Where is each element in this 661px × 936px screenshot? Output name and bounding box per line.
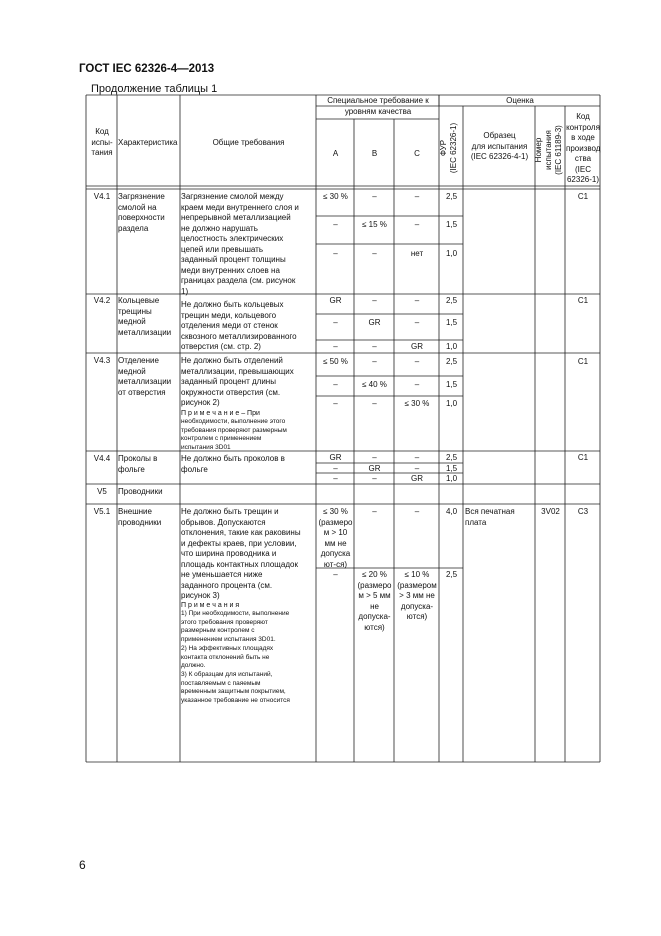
fur-value: 4,0 [445,507,458,516]
level-b-value: – [372,473,377,483]
header-special: Специальное требование к уровням качества [327,96,429,116]
document-title: ГОСТ IEC 62326-4—2013 [79,63,215,75]
level-c-value: – [414,357,420,366]
level-c-value: – [414,463,420,473]
level-c-value: – [414,296,420,305]
control-code-value: C3 [577,507,589,516]
row-general-requirement: Не должно быть трещин и обрывов. Допускаются отклонения, такие как раковины и дефекты краев, при условии, что ширина проводника и площадь контактных площадок не уменьшается ниже заданного процента (см. рисунок 3) [181,507,301,600]
page-number: 6 [79,858,86,872]
header-level-c: C [414,149,420,158]
control-code-value: C1 [577,296,589,305]
fur-value: 1,0 [445,399,458,408]
level-b-value: – [372,296,377,305]
row-code: V4.2 [93,296,111,305]
level-a-value: – [333,220,338,229]
level-b-value: GR [368,463,381,473]
level-b-value: – [372,192,377,201]
row-note: 1) При необходимости, выполнение этого требования проверяют размерным контролем с применением испытания 3D01. 2) На эффективных площадях контакта отклонений быть не должно. 3) К образцам для испытаний, поставляемым с паяемым временным защитным покрытием, указанное требование не относится [181,610,290,705]
level-b-value: – [372,453,377,462]
fur-value: 2,5 [445,357,458,366]
level-c-value: – [414,507,420,516]
row-note-title: П р и м е ч а н и я [181,602,240,609]
level-c-value: ≤ 10 % (размером > 3 мм не допуска- ются) [397,570,437,621]
row-characteristic: Проколы в фольге [118,454,158,474]
header-level-b: B [371,149,378,158]
level-c-value: – [414,318,420,327]
header-fur: ФУР (IEC 62326-1) [439,122,458,174]
row-code: V4.3 [93,356,111,365]
row-general-requirement: Загрязнение смолой между краем меди внутреннего слоя и непрерывной металлизацией не должно нарушать целостность электрических цепей или превышать заданный процент толщины меди внутренних слоев на границах раздела (см. рисунок 1) [181,192,299,296]
row-characteristic: Кольцевые трещины медной металлизации [118,296,172,337]
row-characteristic: Загрязнение смолой на поверхности раздела [118,192,165,233]
level-a-value: – [333,249,338,258]
control-code-value: C1 [577,453,589,462]
level-c-value: – [414,453,420,462]
fur-value: 1,5 [445,463,458,473]
header-evaluation: Оценка [506,96,534,105]
row-general-requirement: Не должно быть отделений металлизации, превышающих заданный процент длины окружности отверстия (см. рисунок 2) [181,356,294,407]
level-c-value: ≤ 30 % [404,399,430,408]
level-b-value: – [372,357,377,366]
level-a-value: GR [329,296,342,305]
level-c-value: – [414,380,420,389]
level-b-value: GR [368,318,381,327]
level-a-value: ≤ 30 % [323,192,348,201]
header-general: Общие требования [212,138,285,147]
level-a-value: ≤ 30 % (размеро м > 10 мм не допуска ют-ся) [318,507,353,569]
row-code: V4.4 [93,454,111,463]
level-b-value: ≤ 40 % [362,380,387,389]
header-level-a: A [332,149,339,158]
table-continuation-caption: Продолжение таблицы 1 [91,83,218,95]
fur-value: 1,5 [445,318,458,327]
level-b-value: – [372,399,377,408]
fur-value: 1,0 [445,249,458,258]
row-code: V4.1 [93,192,111,201]
level-b-value: – [372,507,377,516]
row-code: V5 [97,487,107,496]
test-number-value: 3V02 [541,507,560,516]
fur-value: 2,5 [445,570,458,579]
fur-value: 1,0 [445,342,458,351]
level-c-value: – [414,192,420,201]
level-a-value: GR [329,453,342,462]
level-b-value: ≤ 15 % [362,220,387,229]
control-code-value: C1 [577,192,589,201]
level-a-value: – [333,570,338,579]
level-b-value: – [372,342,377,351]
row-code: V5.1 [93,507,111,516]
header-sample: Образец для испытания (IEC 62326-4-1) [470,131,529,161]
header-test-number: Номер испытания (IEC 61189-3) [534,125,563,175]
level-a-value: – [333,463,338,473]
fur-value: 1,5 [445,220,458,229]
row-general-requirement: Не должно быть проколов в фольге [181,454,285,474]
row-characteristic: Проводники [118,487,163,496]
fur-value: 1,5 [445,380,458,389]
level-a-value: – [333,399,338,408]
row-note-title: П р и м е ч а н и е – При [181,410,260,417]
row-general-requirement: Не должно быть кольцевых трещин меди, кольцевого отделения меди от стенок сквозного металлизированного отверстия (см. стр. 2) [181,300,297,351]
level-a-value: – [333,342,338,351]
level-a-value: ≤ 50 % [323,357,348,366]
level-a-value: – [333,318,338,327]
level-c-value: – [414,220,420,229]
sample-value: Вся печатная плата [465,507,515,527]
level-c-value: GR [411,342,423,351]
level-b-value: – [372,249,377,258]
level-a-value: – [333,473,338,483]
header-code: Код испы- тания [91,127,113,157]
level-c-value: нет [410,249,424,258]
fur-value: 1,0 [445,473,458,483]
level-c-value: GR [411,473,423,483]
row-characteristic: Отделение медной металлизации от отверстия [118,356,172,397]
header-control-code: Код контроля в ходе производ ства (IEC 62326-1) [566,112,601,184]
row-characteristic: Внешние проводники [118,507,162,527]
fur-value: 2,5 [445,296,458,305]
fur-value: 2,5 [445,192,458,201]
control-code-value: C1 [577,357,589,366]
level-b-value: ≤ 20 % (размеро м > 5 мм не допуска- ются) [357,570,392,632]
row-note: необходимости, выполнение этого требования проверяют размерным контролем с применением испытания 3D01 [181,418,287,451]
fur-value: 2,5 [445,453,458,462]
level-a-value: – [333,380,338,389]
header-characteristic: Характеристика [118,138,178,147]
